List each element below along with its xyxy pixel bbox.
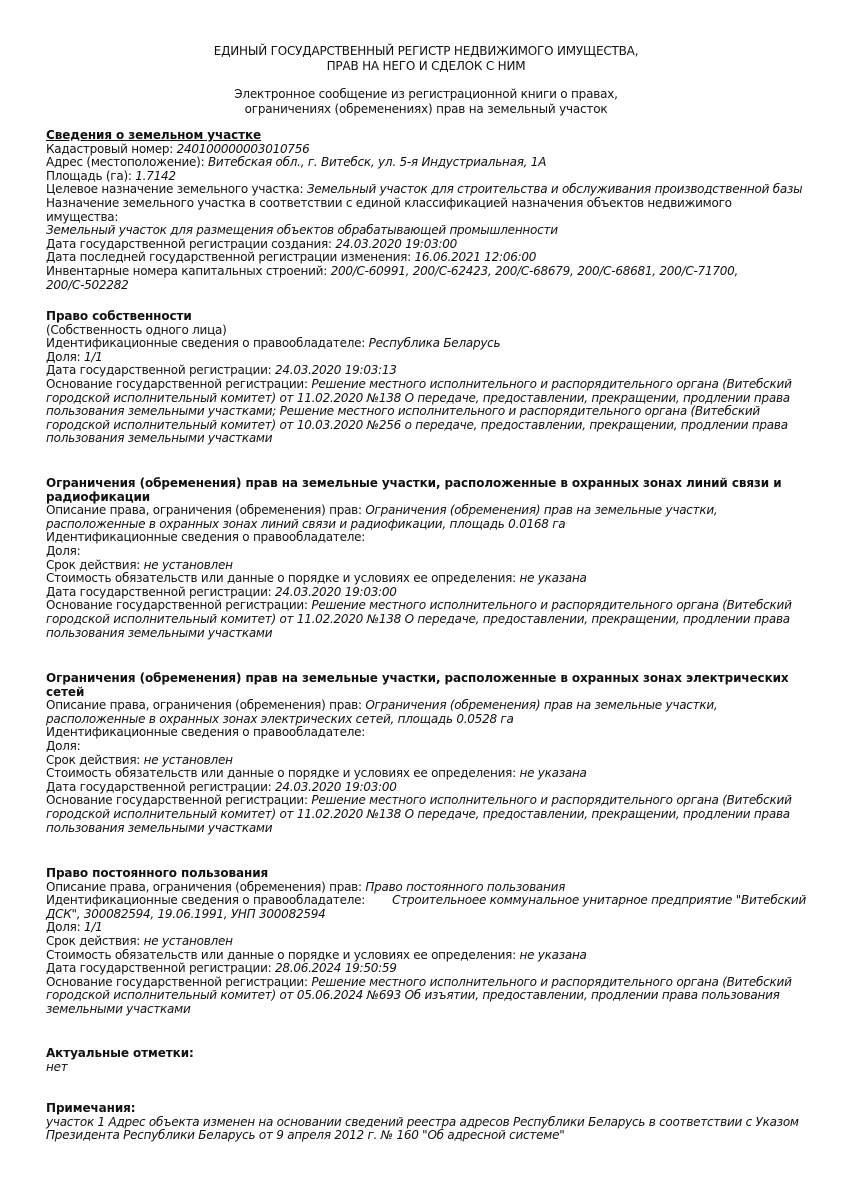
classification-label: Назначение земельного участка в соответствии с единой классификацией назначения объектов недвижимого имущества: — [46, 195, 732, 224]
basis-value-cont: пользования земельными участками — [46, 431, 273, 446]
land-plot-title: Сведения о земельном участке — [46, 128, 262, 142]
desc-value-cont: расположенные в охранных зонах линий связи и радиофикации, площадь 0.0168 га — [46, 516, 566, 531]
restriction-elec-title-l1: Ограничения (обременения) прав на земельные участки, расположенные в охранных зонах электрических — [46, 671, 789, 685]
changed-value: 16.06.2021 12:06:00 — [414, 250, 537, 265]
cost-value: не указана — [519, 571, 587, 586]
basis-value-cont: земельными участками — [46, 1001, 191, 1016]
cost-label: Стоимость обязательств или данные о порядке и условиях ее определения: — [46, 947, 520, 962]
notes-section — [46, 1102, 806, 1143]
area-label: Площадь (га): — [46, 168, 136, 183]
desc-label: Описание права, ограничения (обременения) прав: — [46, 698, 366, 713]
desc-label: Описание права, ограничения (обременения) прав: — [46, 879, 366, 894]
desc-label: Описание права, ограничения (обременения) прав: — [46, 503, 366, 518]
notes-value-l1: участок 1 Адрес объекта изменен на основании сведений реестра адресов Республики Беларусь в соответствии с Указом — [46, 1114, 799, 1129]
inventory-label: Инвентарные номера капитальных строений: — [46, 263, 331, 278]
purpose-label: Целевое назначение земельного участка: — [46, 182, 307, 197]
cost-row — [46, 767, 806, 781]
desc-row — [46, 881, 806, 895]
current-marks-title: Актуальные отметки: — [46, 1046, 194, 1060]
term-row — [46, 754, 806, 768]
ownership-title: Право собственности — [46, 309, 192, 323]
ownership-share-row — [46, 351, 806, 365]
address-label: Адрес (местоположение): — [46, 155, 208, 170]
share-row — [46, 921, 806, 935]
reg-date-value: 24.03.2020 19:03:13 — [274, 363, 397, 378]
basis-label: Основание государственной регистрации: — [46, 793, 312, 808]
reg-date-label: Дата государственной регистрации: — [46, 961, 275, 976]
notes-title: Примечания: — [46, 1101, 136, 1115]
basis-value-cont: городской исполнительный комитет) от 11.02.2020 №138 О передаче, предоставлении, прекращении, продлении права — [46, 611, 790, 626]
basis-row — [46, 599, 806, 613]
registry-title-line1: ЕДИНЫЙ ГОСУДАРСТВЕННЫЙ РЕГИСТР НЕДВИЖИМОГО ИМУЩЕСТВА, — [213, 44, 639, 58]
subtitle-line1: Электронное сообщение из регистрационной книги о правах, — [234, 87, 618, 101]
desc-value: Ограничения (обременения) прав на земельные участки, — [365, 503, 718, 518]
reg-date-label: Дата государственной регистрации: — [46, 779, 275, 794]
desc-row — [46, 504, 806, 518]
basis-label: Основание государственной регистрации: — [46, 974, 312, 989]
reg-date-label: Дата государственной регистрации: — [46, 363, 275, 378]
restriction-elec-section — [46, 672, 806, 835]
created-value: 24.03.2020 19:03:00 — [335, 236, 458, 251]
desc-value: Ограничения (обременения) прав на земельные участки, — [365, 698, 718, 713]
basis-value: Решение местного исполнительного и распорядительного органа (Витебский — [311, 376, 792, 391]
desc-row — [46, 699, 806, 713]
reg-date-value: 24.03.2020 19:03:00 — [274, 779, 397, 794]
permanent-use-title: Право постоянного пользования — [46, 866, 269, 880]
term-value: не установлен — [143, 557, 233, 572]
area-value: 1.7142 — [135, 168, 176, 183]
basis-value-cont: городской исполнительный комитет) от 11.02.2020 №138 О передаче, предоставлении, прекращении, продлении права — [46, 806, 790, 821]
holder-value: Строительноее коммунальное унитарное предприятие "Витебский — [392, 893, 806, 908]
share-label: Доля: — [46, 920, 84, 935]
ownership-holder-row — [46, 337, 806, 351]
term-row — [46, 559, 806, 573]
cost-value: не указана — [519, 766, 587, 781]
term-value: не установлен — [143, 752, 233, 767]
document-header — [46, 44, 806, 117]
desc-value-cont: расположенные в охранных зонах электрических сетей, площадь 0.0528 га — [46, 711, 514, 726]
share-value: 1/1 — [83, 349, 103, 364]
cadastral-label: Кадастровый номер: — [46, 141, 177, 156]
area-row — [46, 170, 806, 184]
holder-label: Идентификационные сведения о правообладателе: — [46, 530, 366, 545]
cost-row — [46, 572, 806, 586]
reg-date-row — [46, 586, 806, 600]
basis-value-cont: городской исполнительный комитет) от 11.02.2020 №138 О передаче, предоставлении, прекращении, продлении права — [46, 390, 790, 405]
current-marks-section — [46, 1047, 806, 1074]
basis-value-cont: пользования земельными участками — [46, 625, 273, 640]
created-date-row — [46, 238, 806, 252]
reg-date-row — [46, 781, 806, 795]
basis-value-cont: городской исполнительный комитет) от 10.03.2020 №256 о передаче, предоставлении, прекращении, продлении права — [46, 417, 788, 432]
share-label: Доля: — [46, 349, 84, 364]
restriction-comm-title-l1: Ограничения (обременения) прав на земельные участки, расположенные в охранных зонах линий связи и — [46, 476, 782, 490]
basis-value-cont: пользования земельными участками; Решение местного исполнительного и распорядительного органа (Витебский — [46, 404, 760, 419]
cadastral-number-row — [46, 143, 806, 157]
reg-date-value: 24.03.2020 19:03:00 — [274, 584, 397, 599]
term-row — [46, 935, 806, 949]
basis-row — [46, 976, 806, 990]
cost-label: Стоимость обязательств или данные о порядке и условиях ее определения: — [46, 766, 520, 781]
cost-label: Стоимость обязательств или данные о порядке и условиях ее определения: — [46, 571, 520, 586]
ownership-basis-row — [46, 378, 806, 392]
ownership-reg-date-row — [46, 364, 806, 378]
share-label: Доля: — [46, 738, 81, 753]
holder-label: Идентификационные сведения о правообладателе: — [46, 893, 366, 908]
basis-value: Решение местного исполнительного и распорядительного органа (Витебский — [311, 974, 792, 989]
reg-date-value: 28.06.2024 19:50:59 — [274, 961, 397, 976]
ownership-section — [46, 310, 806, 446]
land-plot-section — [46, 129, 806, 292]
address-value: Витебская обл., г. Витебск, ул. 5-я Индустриальная, 1А — [207, 155, 547, 170]
share-value: 1/1 — [83, 920, 103, 935]
restriction-elec-title-l2: сетей — [46, 684, 85, 699]
holder-value-cont: ДСК", 300082594, 19.06.1991, УНП 300082594 — [46, 906, 326, 921]
cost-value: не указана — [519, 947, 587, 962]
classification-value: Земельный участок для размещения объектов обрабатывающей промышленности — [46, 223, 558, 238]
address-row — [46, 156, 806, 170]
holder-value: Республика Беларусь — [368, 336, 501, 351]
desc-value: Право постоянного пользования — [365, 879, 566, 894]
term-label: Срок действия: — [46, 933, 144, 948]
permanent-use-section — [46, 867, 806, 1017]
registry-title-line2: ПРАВ НА НЕГО И СДЕЛОК С НИМ — [326, 59, 526, 73]
inventory-row — [46, 265, 806, 279]
basis-value-cont: городской исполнительный комитет) от 05.06.2024 №693 Об изъятии, предоставлении, продлении права пользования — [46, 988, 780, 1003]
restriction-comm-title-l2: радиофикации — [46, 489, 151, 504]
basis-value: Решение местного исполнительного и распорядительного органа (Витебский — [311, 793, 792, 808]
changed-label: Дата последней государственной регистрации изменения: — [46, 250, 415, 265]
purpose-value: Земельный участок для строительства и обслуживания производственной базы — [306, 182, 803, 197]
basis-label: Основание государственной регистрации: — [46, 376, 312, 391]
cost-row — [46, 949, 806, 963]
current-marks-value: нет — [46, 1059, 68, 1074]
share-label: Доля: — [46, 543, 81, 558]
basis-value: Решение местного исполнительного и распорядительного органа (Витебский — [311, 598, 792, 613]
term-value: не установлен — [143, 933, 233, 948]
notes-value-l2: Президента Республики Беларусь от 9 апреля 2012 г. № 160 "Об адресной системе" — [46, 1128, 565, 1143]
basis-row — [46, 794, 806, 808]
subtitle-line2: ограничениях (обременениях) прав на земельный участок — [244, 102, 608, 116]
inventory-value-line2: 200/С-502282 — [46, 277, 129, 292]
holder-label: Идентификационные сведения о правообладателе: — [46, 725, 366, 740]
changed-date-row — [46, 251, 806, 265]
basis-value-cont: пользования земельными участками — [46, 820, 273, 835]
basis-label: Основание государственной регистрации: — [46, 598, 312, 613]
ownership-type: (Собственность одного лица) — [46, 322, 227, 337]
reg-date-label: Дата государственной регистрации: — [46, 584, 275, 599]
holder-row — [46, 894, 806, 908]
reg-date-row — [46, 962, 806, 976]
purpose-row — [46, 183, 806, 197]
term-label: Срок действия: — [46, 557, 144, 572]
inventory-value-line1: 200/С-60991, 200/С-62423, 200/С-68679, 200/С-68681, 200/С-71700, — [330, 263, 739, 278]
created-label: Дата государственной регистрации создания: — [46, 236, 336, 251]
restriction-comm-section — [46, 477, 806, 640]
cadastral-value: 240100000003010756 — [176, 141, 310, 156]
holder-label: Идентификационные сведения о правообладателе: — [46, 336, 369, 351]
term-label: Срок действия: — [46, 752, 144, 767]
